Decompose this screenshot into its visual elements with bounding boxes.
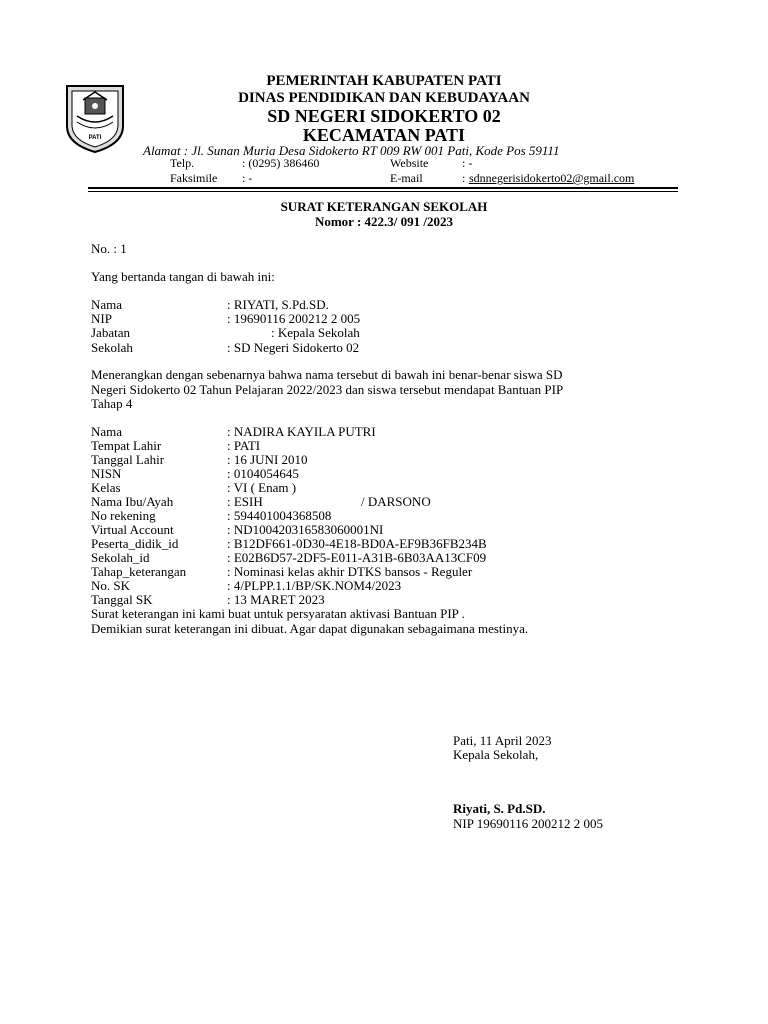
signer-nip-label: NIP <box>91 311 112 326</box>
student-field-value: : B12DF661-0D30-4E18-BD0A-EF9B36FB234B <box>227 536 487 551</box>
student-field-value: : PATI <box>227 438 261 453</box>
statement-line-1: Menerangkan dengan sebenarnya bahwa nama tersebut di bawah ini benar-benar siswa SD <box>91 367 563 382</box>
student-field-label: Tanggal SK <box>91 592 153 607</box>
letter-title: SURAT KETERANGAN SEKOLAH <box>280 199 488 214</box>
student-field-value-father: / DARSONO <box>361 494 431 509</box>
student-field-value: : 13 MARET 2023 <box>227 592 325 607</box>
student-field-label: Tahap_keterangan <box>91 564 187 579</box>
letter-intro: Yang bertanda tangan di bawah ini: <box>91 269 275 284</box>
closing-statement: Demikian surat keterangan ini dibuat. Agar dapat digunakan sebagaimana mestinya. <box>91 621 529 636</box>
signer-school-label: Sekolah <box>91 340 133 355</box>
statement-line-2: Negeri Sidokerto 02 Tahun Pelajaran 2022/2023 dan siswa tersebut mendapat Bantuan PIP <box>91 382 564 397</box>
email-link[interactable]: sdnnegerisidokerto02@gmail.com <box>469 171 635 185</box>
signer-name-label: Nama <box>91 297 123 312</box>
student-field-label: Kelas <box>91 480 121 495</box>
student-field-value: : Nominasi kelas akhir DTKS bansos - Reguler <box>227 564 473 579</box>
student-field-value: : 594401004368508 <box>227 508 332 523</box>
student-field-value: : VI ( Enam ) <box>227 480 297 495</box>
student-field-label: NISN <box>91 466 122 481</box>
header-government: PEMERINTAH KABUPATEN PATI <box>266 73 502 89</box>
signer-nip-value: : 19690116 200212 2 005 <box>227 311 361 326</box>
signer-position-value: : Kepala Sekolah <box>271 325 360 340</box>
email-colon: : <box>462 171 466 185</box>
signature-position: Kepala Sekolah, <box>453 747 539 762</box>
student-field-value: : 4/PLPP.1.1/BP/SK.NOM4/2023 <box>227 578 402 593</box>
telp-value: : (0295) 386460 <box>242 156 320 170</box>
student-field-label: Virtual Account <box>91 522 174 537</box>
header-address: Alamat : Jl. Sunan Muria Desa Sidokerto RT 009 RW 001 Pati, Kode Pos 59111 <box>143 143 560 158</box>
website-value: : - <box>462 156 473 170</box>
website-label: Website <box>390 156 429 170</box>
student-field-value: : 0104054645 <box>227 466 299 481</box>
student-field-value: : ESIH <box>227 494 263 509</box>
student-field-label: Nama <box>91 424 123 439</box>
closing-purpose: Surat keterangan ini kami buat untuk persyaratan aktivasi Bantuan PIP . <box>91 606 465 621</box>
signature-name: Riyati, S. Pd.SD. <box>453 801 546 816</box>
signature-nip: NIP 19690116 200212 2 005 <box>453 816 603 831</box>
student-field-value: : 16 JUNI 2010 <box>227 452 308 467</box>
statement-line-3: Tahap 4 <box>91 396 133 411</box>
telp-label: Telp. <box>170 156 195 170</box>
student-field-label: Nama Ibu/Ayah <box>91 494 174 509</box>
letter-no: No. : 1 <box>91 241 127 256</box>
signer-position-label: Jabatan <box>91 325 130 340</box>
signer-name-value: : RIYATI, S.Pd.SD. <box>227 297 329 312</box>
letter-number: Nomor : 422.3/ 091 /2023 <box>314 214 454 229</box>
emblem-text: PATI <box>88 135 102 141</box>
student-field-label: Tanggal Lahir <box>91 452 165 467</box>
header-divider-thin <box>88 191 678 192</box>
signer-school-value: : SD Negeri Sidokerto 02 <box>227 340 360 355</box>
fax-value: : - <box>242 171 253 185</box>
student-field-value: : E02B6D57-2DF5-E011-A31B-6B03AA13CF09 <box>227 550 487 565</box>
student-field-label: No rekening <box>91 508 156 523</box>
header-divider <box>88 187 678 189</box>
header-district: KECAMATAN PATI <box>302 125 466 145</box>
fax-label: Faksimile <box>170 171 218 185</box>
signature-place-date: Pati, 11 April 2023 <box>453 733 552 748</box>
student-field-label: Tempat Lahir <box>91 438 162 453</box>
student-field-value: : NADIRA KAYILA PUTRI <box>227 424 376 439</box>
header-school-name: SD NEGERI SIDOKERTO 02 <box>267 106 501 126</box>
student-field-label: Sekolah_id <box>91 550 150 565</box>
student-field-value: : ND100420316583060001NI <box>227 522 384 537</box>
student-field-label: Peserta_didik_id <box>91 536 179 551</box>
student-field-label: No. SK <box>91 578 131 593</box>
email-label: E-mail <box>390 171 423 185</box>
header-department: DINAS PENDIDIKAN DAN KEBUDAYAAN <box>238 90 530 106</box>
